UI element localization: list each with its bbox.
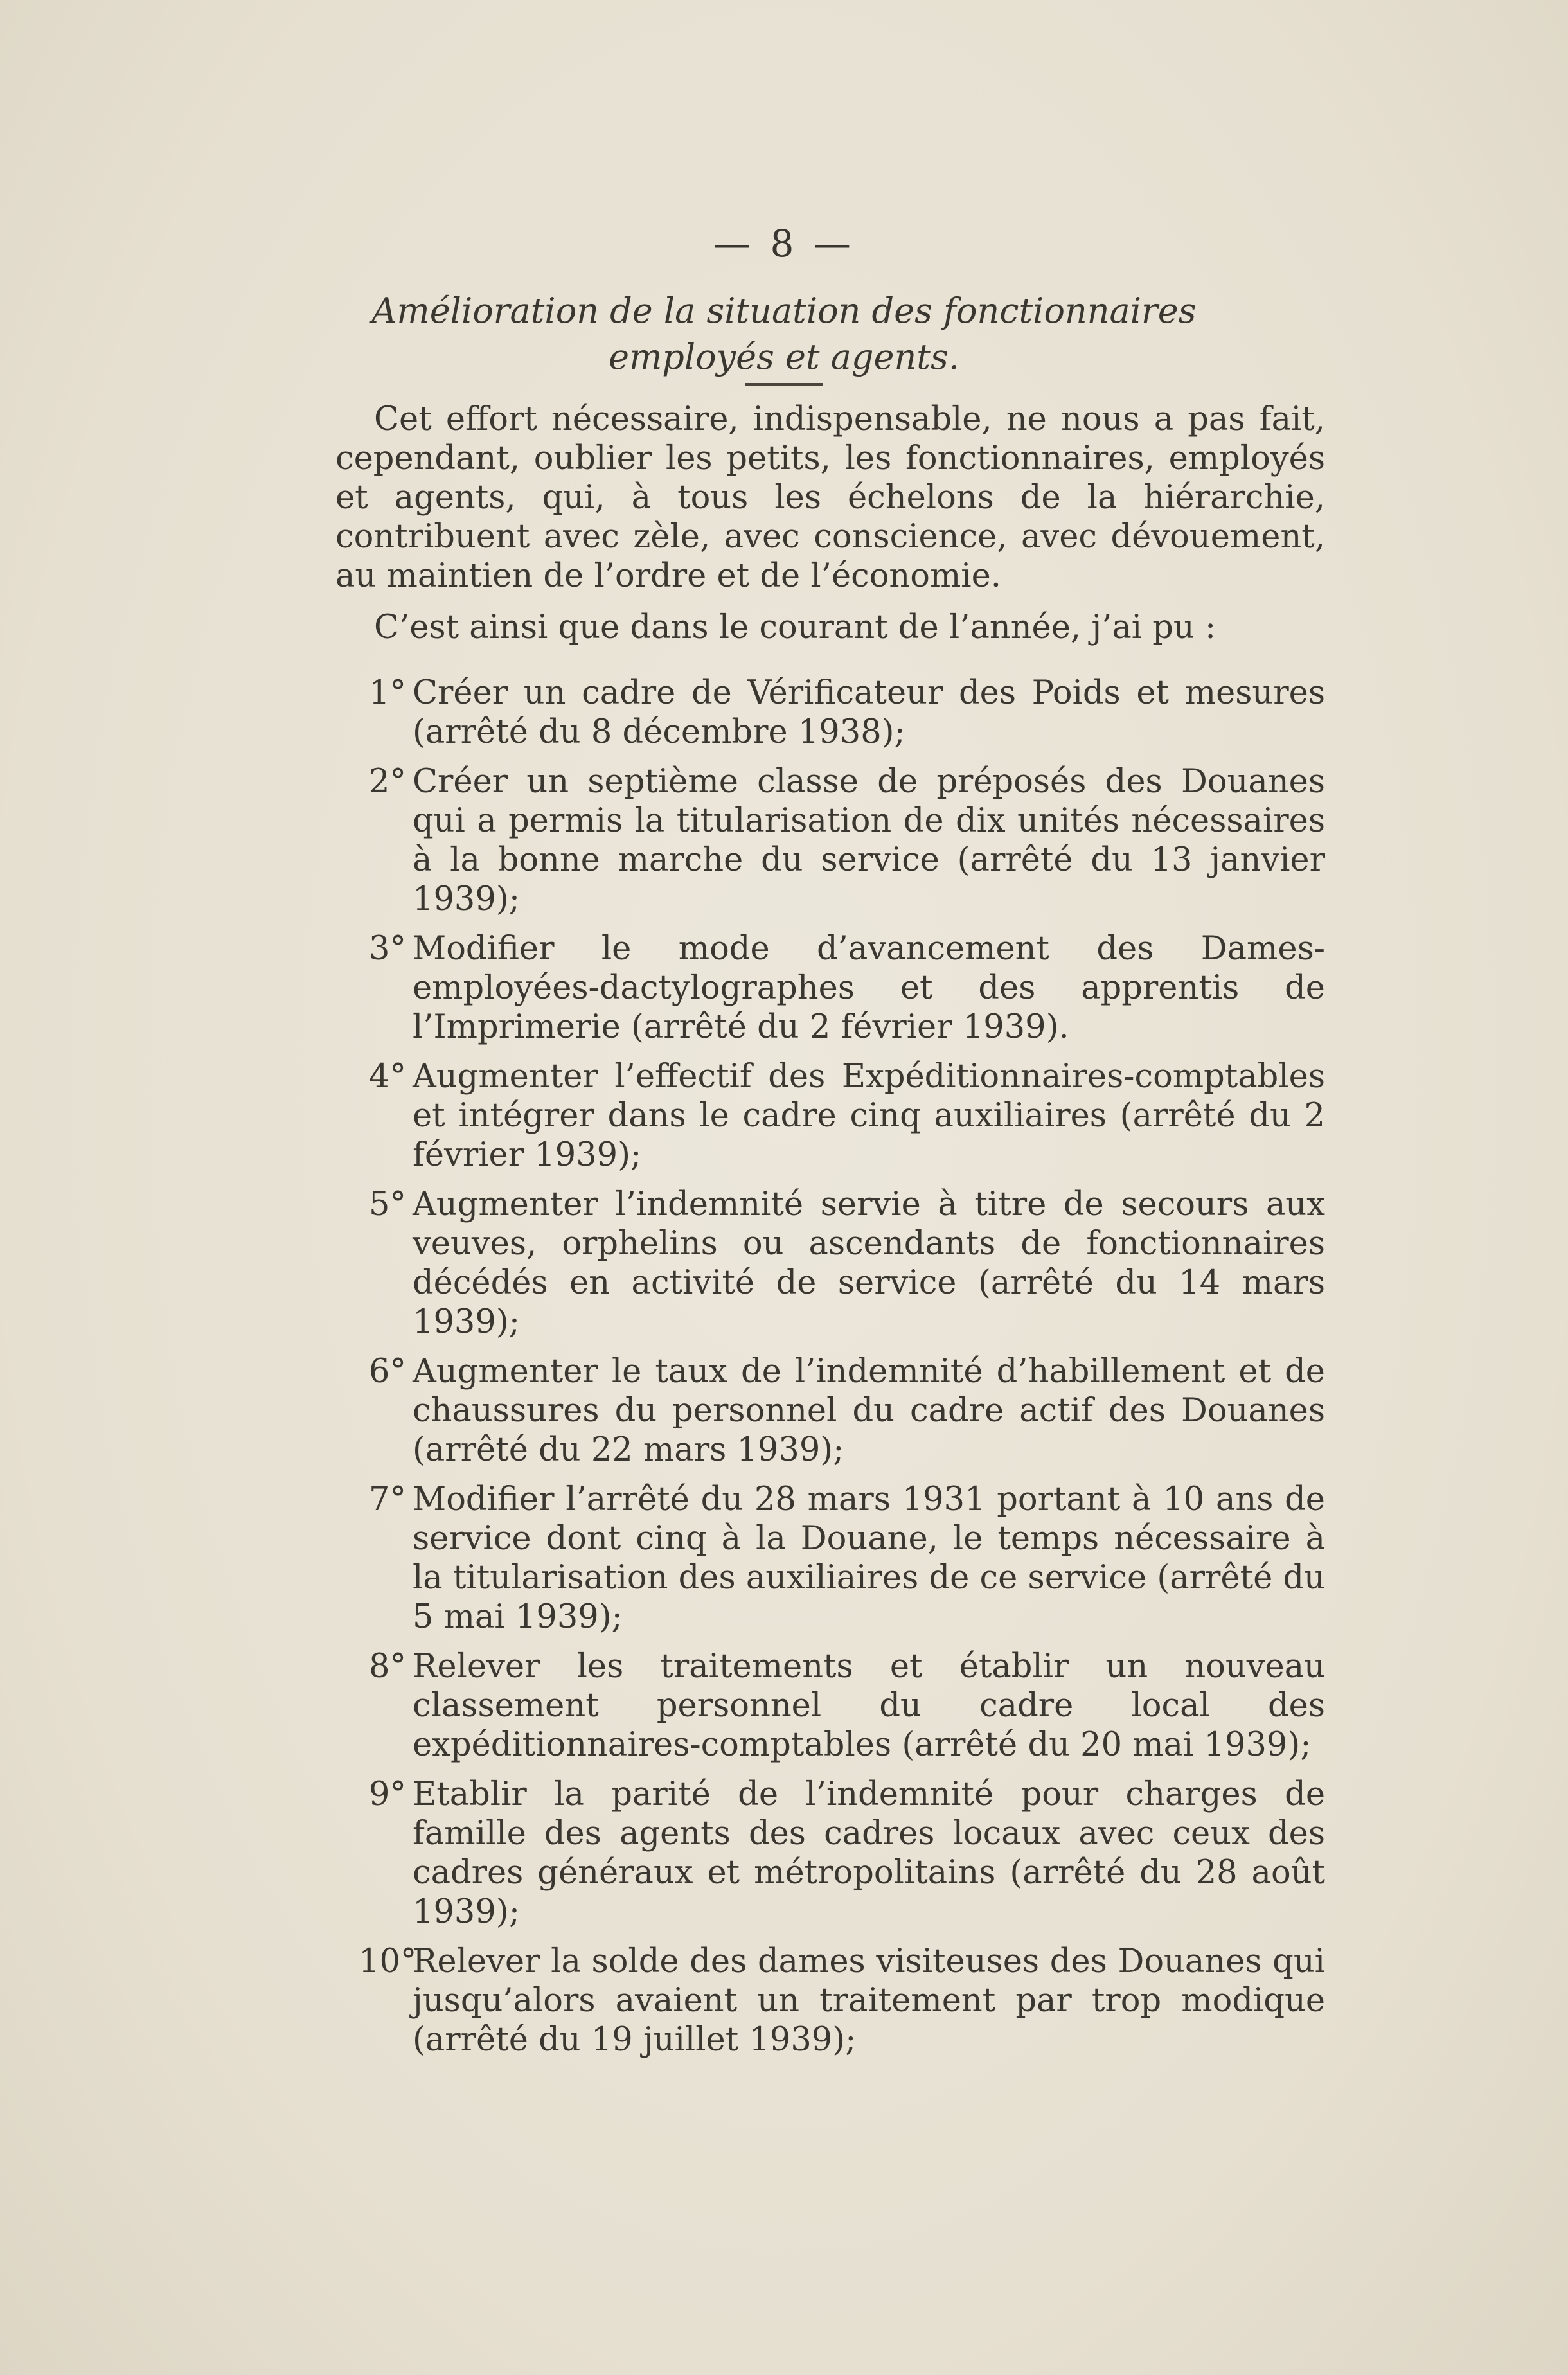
measures-list	[335, 673, 1325, 2070]
item-number: 9°	[369, 1775, 406, 1813]
list-item	[335, 1352, 1325, 1470]
list-item	[335, 1647, 1325, 1765]
list-item	[335, 929, 1325, 1047]
item-number: 4°	[369, 1058, 406, 1096]
item-text: Créer un cadre de Vérificateur des Poids et mesures (arrêté du 8 décembre 1938);	[413, 674, 1325, 751]
list-item	[335, 1942, 1325, 2059]
item-number: 3°	[369, 930, 406, 968]
section-title	[0, 288, 1568, 380]
list-item	[335, 762, 1325, 919]
item-number: 8°	[369, 1648, 406, 1686]
item-text: Modifier l’arrêté du 28 mars 1931 portant à 10 ans de service dont cinq à la Douane, le temps nécessaire à la titularisation des auxiliaires de ce service (arrêté du 5 mai 1939);	[413, 1481, 1325, 1636]
item-text: Modifier le mode d’avancement des Dames-employées-dactylographes et des apprentis de l’Imprimerie (arrêté du 2 février 1939).	[413, 930, 1325, 1046]
list-item	[335, 1057, 1325, 1175]
section-title-line-1: Amélioration de la situation des fonctionnaires	[371, 290, 1197, 331]
item-text: Augmenter l’indemnité servie à titre de secours aux veuves, orphelins ou ascendants de fonctionnaires décédés en activité de service (arrêté du 14 mars 1939);	[413, 1186, 1325, 1341]
list-item	[335, 1775, 1325, 1932]
item-text: Créer un septième classe de préposés des Douanes qui a permis la titularisation de dix unités nécessaires à la bonne marche du service (arrêté du 13 janvier 1939);	[413, 763, 1325, 918]
item-text: Relever la solde des dames visiteuses des Douanes qui jusqu’alors avaient un traitement par trop modique (arrêté du 19 juillet 1939);	[413, 1943, 1325, 2059]
item-number: 10°	[359, 1943, 417, 1980]
item-text: Etablir la parité de l’indemnité pour charges de famille des agents des cadres locaux avec ceux des cadres généraux et métropolitains (arrêté du 28 août 1939);	[413, 1775, 1325, 1931]
list-item	[335, 1185, 1325, 1342]
item-number: 6°	[369, 1353, 406, 1391]
item-number: 5°	[369, 1186, 406, 1223]
item-number: 1°	[369, 674, 406, 712]
intro-paragraph: Cet effort nécessaire, indispensable, ne nous a pas fait, cependant, oublier les petits, les fonctionnaires, employés et agents, qui, à tous les échelons de la hiérarchie, contribuent avec zèle, avec conscience, avec dévouement, au maintien de l’ordre et de l’économie.	[335, 400, 1325, 595]
list-item	[335, 673, 1325, 752]
item-text: Augmenter le taux de l’indemnité d’habillement et de chaussures du personnel du cadre actif des Douanes (arrêté du 22 mars 1939);	[413, 1353, 1325, 1469]
lead-in-paragraph: C’est ainsi que dans le courant de l’année, j’ai pu :	[374, 609, 1216, 646]
item-number: 2°	[369, 763, 406, 801]
item-text: Relever les traitements et établir un nouveau classement personnel du cadre local des expéditionnaires-comptables (arrêté du 20 mai 1939);	[413, 1648, 1325, 1764]
section-title-line-2: employés et agents.	[609, 337, 959, 377]
title-divider	[745, 383, 823, 386]
item-number: 7°	[369, 1481, 406, 1518]
page-number: — 8 —	[713, 222, 855, 265]
item-text: Augmenter l’effectif des Expéditionnaires-comptables et intégrer dans le cadre cinq auxiliaires (arrêté du 2 février 1939);	[413, 1058, 1325, 1174]
list-item	[335, 1480, 1325, 1637]
